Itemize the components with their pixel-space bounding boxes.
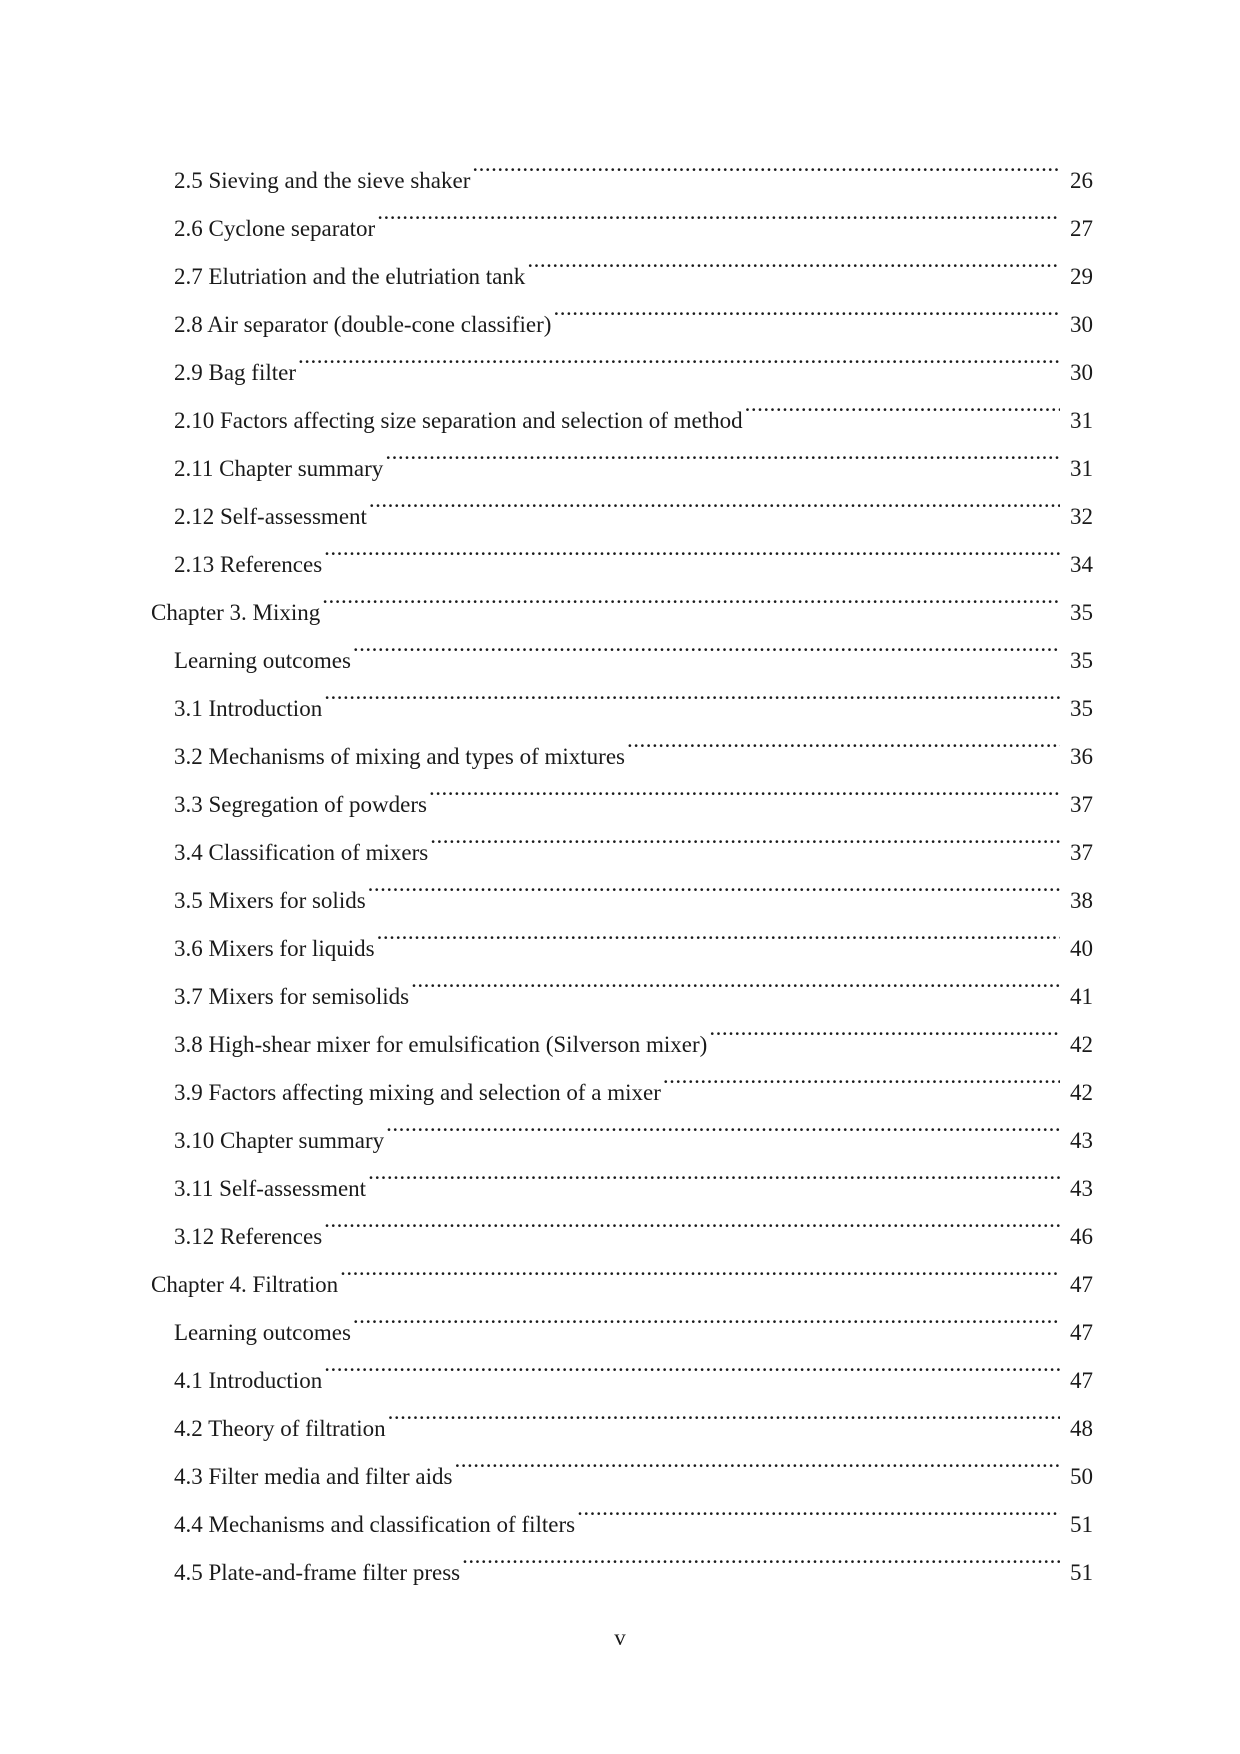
toc-entry-page-number: 26 bbox=[1060, 157, 1093, 205]
toc-entry-title: Chapter 3. Mixing bbox=[151, 589, 322, 637]
toc-dot-leader bbox=[411, 956, 1060, 1004]
toc-dot-leader bbox=[709, 1004, 1060, 1052]
toc-entry-title: 3.3 Segregation of powders bbox=[174, 781, 429, 829]
toc-entry-page-number: 30 bbox=[1060, 349, 1093, 397]
toc-dot-leader bbox=[324, 1340, 1060, 1388]
toc-dot-leader bbox=[324, 524, 1060, 572]
toc-entry-page-number: 47 bbox=[1060, 1357, 1093, 1405]
toc-entry-title: Learning outcomes bbox=[174, 1309, 353, 1357]
toc-dot-leader bbox=[368, 860, 1060, 908]
toc-entry-title: 4.4 Mechanisms and classification of filters bbox=[174, 1501, 577, 1549]
toc-entry-title: 2.12 Self-assessment bbox=[174, 493, 369, 541]
toc-entry-page-number: 50 bbox=[1060, 1453, 1093, 1501]
toc-dot-leader bbox=[386, 1100, 1060, 1148]
toc-section-entry[interactable] bbox=[0, 620, 1240, 673]
toc-entry-title: 2.6 Cyclone separator bbox=[174, 205, 377, 253]
toc-entry-title: 4.2 Theory of filtration bbox=[174, 1405, 388, 1453]
toc-section-entry[interactable] bbox=[0, 908, 1240, 961]
page-number: v bbox=[614, 1625, 626, 1650]
toc-section-entry[interactable] bbox=[0, 1340, 1240, 1393]
toc-entry-title: 3.7 Mixers for semisolids bbox=[174, 973, 411, 1021]
toc-entry-page-number: 43 bbox=[1060, 1165, 1093, 1213]
toc-section-entry[interactable] bbox=[0, 1532, 1240, 1585]
table-of-contents bbox=[0, 140, 1240, 1585]
toc-entry-page-number: 35 bbox=[1060, 685, 1093, 733]
toc-entry-title: 4.3 Filter media and filter aids bbox=[174, 1453, 454, 1501]
toc-entry-title: 4.1 Introduction bbox=[174, 1357, 324, 1405]
toc-entry-title: 2.9 Bag filter bbox=[174, 349, 298, 397]
toc-dot-leader bbox=[298, 332, 1060, 380]
toc-entry-page-number: 41 bbox=[1060, 973, 1093, 1021]
toc-entry-title: 3.11 Self-assessment bbox=[174, 1165, 368, 1213]
toc-dot-leader bbox=[377, 908, 1060, 956]
toc-section-entry[interactable] bbox=[0, 428, 1240, 481]
toc-section-entry[interactable] bbox=[0, 188, 1240, 241]
toc-entry-title: 3.9 Factors affecting mixing and selection of a mixer bbox=[174, 1069, 663, 1117]
toc-dot-leader bbox=[454, 1436, 1060, 1484]
toc-entry-title: 3.6 Mixers for liquids bbox=[174, 925, 377, 973]
toc-section-entry[interactable] bbox=[0, 284, 1240, 337]
toc-dot-leader bbox=[322, 572, 1060, 620]
toc-entry-title: Learning outcomes bbox=[174, 637, 353, 685]
toc-dot-leader bbox=[369, 476, 1060, 524]
toc-entry-page-number: 32 bbox=[1060, 493, 1093, 541]
toc-entry-page-number: 48 bbox=[1060, 1405, 1093, 1453]
toc-entry-page-number: 37 bbox=[1060, 829, 1093, 877]
toc-section-entry[interactable] bbox=[0, 236, 1240, 289]
toc-dot-leader bbox=[663, 1052, 1060, 1100]
toc-section-entry[interactable] bbox=[0, 1148, 1240, 1201]
toc-entry-title: Chapter 4. Filtration bbox=[151, 1261, 340, 1309]
toc-dot-leader bbox=[324, 1196, 1060, 1244]
toc-dot-leader bbox=[429, 764, 1060, 812]
toc-section-entry[interactable] bbox=[0, 332, 1240, 385]
toc-entry-page-number: 40 bbox=[1060, 925, 1093, 973]
toc-section-entry[interactable] bbox=[0, 1100, 1240, 1153]
toc-section-entry[interactable] bbox=[0, 1388, 1240, 1441]
toc-entry-page-number: 46 bbox=[1060, 1213, 1093, 1261]
toc-entry-title: 2.7 Elutriation and the elutriation tank bbox=[174, 253, 527, 301]
toc-entry-page-number: 43 bbox=[1060, 1117, 1093, 1165]
toc-entry-page-number: 34 bbox=[1060, 541, 1093, 589]
toc-entry-title: 3.1 Introduction bbox=[174, 685, 324, 733]
toc-entry-title: 2.8 Air separator (double-cone classifier) bbox=[174, 301, 553, 349]
toc-entry-title: 3.4 Classification of mixers bbox=[174, 829, 430, 877]
toc-dot-leader bbox=[745, 380, 1060, 428]
toc-entry-page-number: 36 bbox=[1060, 733, 1093, 781]
toc-dot-leader bbox=[388, 1388, 1060, 1436]
toc-entry-page-number: 51 bbox=[1060, 1501, 1093, 1549]
toc-entry-title: 2.5 Sieving and the sieve shaker bbox=[174, 157, 472, 205]
toc-entry-page-number: 38 bbox=[1060, 877, 1093, 925]
toc-dot-leader bbox=[353, 620, 1060, 668]
toc-dot-leader bbox=[430, 812, 1060, 860]
toc-entry-title: 3.2 Mechanisms of mixing and types of mixtures bbox=[174, 733, 627, 781]
toc-entry-title: 2.13 References bbox=[174, 541, 324, 589]
toc-entry-page-number: 47 bbox=[1060, 1309, 1093, 1357]
toc-entry-page-number: 35 bbox=[1060, 637, 1093, 685]
toc-entry-page-number: 47 bbox=[1060, 1261, 1093, 1309]
toc-entry-page-number: 29 bbox=[1060, 253, 1093, 301]
toc-section-entry[interactable] bbox=[0, 956, 1240, 1009]
toc-section-entry[interactable] bbox=[0, 764, 1240, 817]
toc-entry-page-number: 35 bbox=[1060, 589, 1093, 637]
toc-section-entry[interactable] bbox=[0, 1484, 1240, 1537]
toc-entry-title: 3.5 Mixers for solids bbox=[174, 877, 368, 925]
toc-entry-title: 2.10 Factors affecting size separation and selection of method bbox=[174, 397, 745, 445]
toc-dot-leader bbox=[627, 716, 1060, 764]
toc-section-entry[interactable] bbox=[0, 380, 1240, 433]
toc-entry-title: 2.11 Chapter summary bbox=[174, 445, 385, 493]
toc-dot-leader bbox=[353, 1292, 1060, 1340]
toc-dot-leader bbox=[377, 188, 1060, 236]
toc-entry-title: 4.5 Plate-and-frame filter press bbox=[174, 1549, 462, 1597]
toc-dot-leader bbox=[385, 428, 1060, 476]
toc-entry-title: 3.12 References bbox=[174, 1213, 324, 1261]
toc-entry-page-number: 31 bbox=[1060, 397, 1093, 445]
toc-entry-page-number: 30 bbox=[1060, 301, 1093, 349]
toc-dot-leader bbox=[472, 140, 1060, 188]
toc-section-entry[interactable] bbox=[0, 1292, 1240, 1345]
toc-section-entry[interactable] bbox=[0, 812, 1240, 865]
toc-entry-page-number: 42 bbox=[1060, 1069, 1093, 1117]
toc-section-entry[interactable] bbox=[0, 1436, 1240, 1489]
toc-dot-leader bbox=[527, 236, 1060, 284]
toc-chapter-entry[interactable] bbox=[0, 1244, 1240, 1297]
toc-section-entry[interactable] bbox=[0, 1052, 1240, 1105]
toc-entry-page-number: 27 bbox=[1060, 205, 1093, 253]
toc-chapter-entry[interactable] bbox=[0, 572, 1240, 625]
toc-section-entry[interactable] bbox=[0, 1004, 1240, 1057]
toc-entry-page-number: 42 bbox=[1060, 1021, 1093, 1069]
toc-section-entry[interactable] bbox=[0, 716, 1240, 769]
toc-section-entry[interactable] bbox=[0, 476, 1240, 529]
toc-entry-title: 3.8 High-shear mixer for emulsification (Silverson mixer) bbox=[174, 1021, 709, 1069]
toc-entry-page-number: 31 bbox=[1060, 445, 1093, 493]
toc-dot-leader bbox=[553, 284, 1060, 332]
toc-section-entry[interactable] bbox=[0, 1196, 1240, 1249]
toc-entry-page-number: 51 bbox=[1060, 1549, 1093, 1597]
toc-section-entry[interactable] bbox=[0, 140, 1240, 193]
toc-dot-leader bbox=[368, 1148, 1060, 1196]
toc-entry-page-number: 37 bbox=[1060, 781, 1093, 829]
toc-section-entry[interactable] bbox=[0, 668, 1240, 721]
toc-dot-leader bbox=[340, 1244, 1060, 1292]
toc-section-entry[interactable] bbox=[0, 860, 1240, 913]
toc-dot-leader bbox=[577, 1484, 1060, 1532]
toc-section-entry[interactable] bbox=[0, 524, 1240, 577]
toc-dot-leader bbox=[324, 668, 1060, 716]
toc-dot-leader bbox=[462, 1532, 1060, 1580]
toc-entry-title: 3.10 Chapter summary bbox=[174, 1117, 386, 1165]
